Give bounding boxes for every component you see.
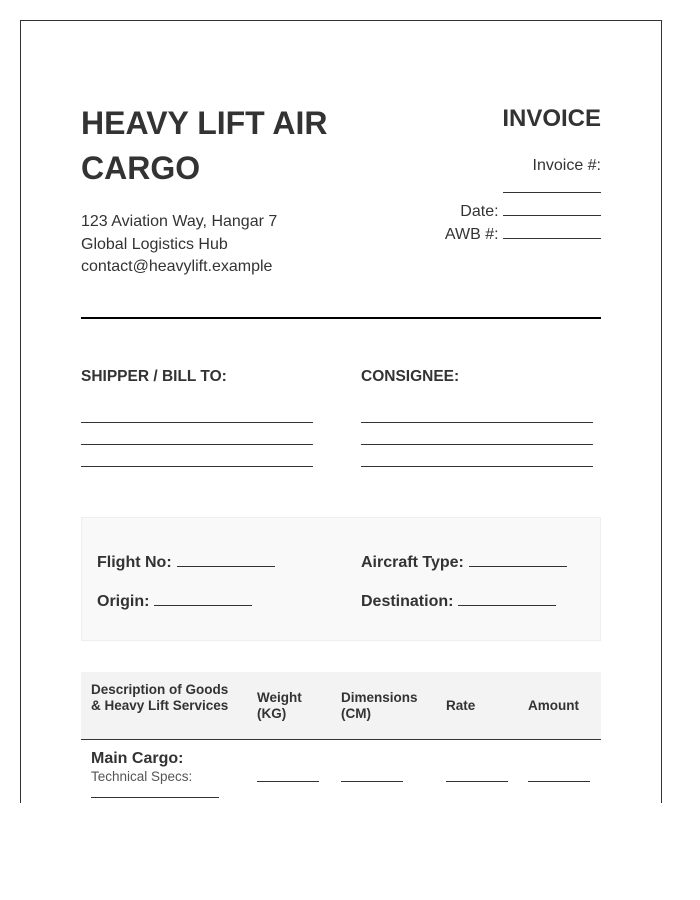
invoice-awb-row [361,223,601,246]
consignee-block [361,368,593,467]
origin-label: Origin: [97,593,150,610]
aircraft-type-label: Aircraft Type: [361,554,464,571]
destination-field[interactable] [458,590,556,606]
shipper-block [81,368,313,467]
amount-field[interactable] [528,781,590,782]
cargo-table-header [81,672,601,740]
address-line-2: Global Logistics Hub [81,235,228,253]
row-main-cargo-title: Main Cargo: [91,750,184,767]
origin-field[interactable] [154,590,252,606]
contact-email: contact@heavylift.example [81,258,273,275]
rate-field[interactable] [446,781,508,782]
invoice-number-field[interactable] [361,177,601,200]
col-dimensions: Dimensions (CM) [341,690,418,721]
company-name: HEAVY LIFT AIR CARGO [81,105,328,186]
consignee-line-1[interactable] [361,401,593,423]
destination-label: Destination: [361,593,454,610]
aircraft-type-row [361,551,567,572]
consignee-line-3[interactable] [361,445,593,467]
invoice-date-label: Date: [460,203,499,220]
invoice-meta [361,105,601,246]
technical-specs-field[interactable] [91,797,219,798]
header-divider [81,317,601,319]
invoice-awb-label: AWB #: [444,226,499,243]
shipper-line-1[interactable] [81,401,313,423]
origin-row [97,590,252,611]
shipper-line-2[interactable] [81,423,313,445]
invoice-awb-field[interactable] [503,223,601,239]
invoice-title: INVOICE [502,105,601,132]
weight-field[interactable] [257,781,319,782]
shipper-line-3[interactable] [81,445,313,467]
col-description: Description of Goods & Heavy Lift Services [91,682,229,713]
invoice-date-row [361,200,601,223]
consignee-label: CONSIGNEE: [361,368,460,385]
flight-no-field[interactable] [177,551,275,567]
invoice-number-label: Invoice #: [532,157,601,174]
invoice-date-field[interactable] [503,200,601,216]
address-line-1: 123 Aviation Way, Hangar 7 [81,213,278,230]
row-technical-specs-label: Technical Specs: [91,769,193,784]
consignee-line-2[interactable] [361,423,593,445]
col-rate: Rate [446,698,476,713]
flight-no-row [97,551,275,572]
col-amount: Amount [528,698,579,713]
invoice-sheet [20,20,662,803]
destination-row [361,590,556,611]
company-address [81,211,277,279]
dimensions-field[interactable] [341,781,403,782]
col-weight: Weight (KG) [257,690,302,721]
aircraft-type-field[interactable] [469,551,567,567]
shipper-label: SHIPPER / BILL TO: [81,368,227,385]
flight-no-label: Flight No: [97,554,172,571]
flight-details-panel [81,517,601,641]
